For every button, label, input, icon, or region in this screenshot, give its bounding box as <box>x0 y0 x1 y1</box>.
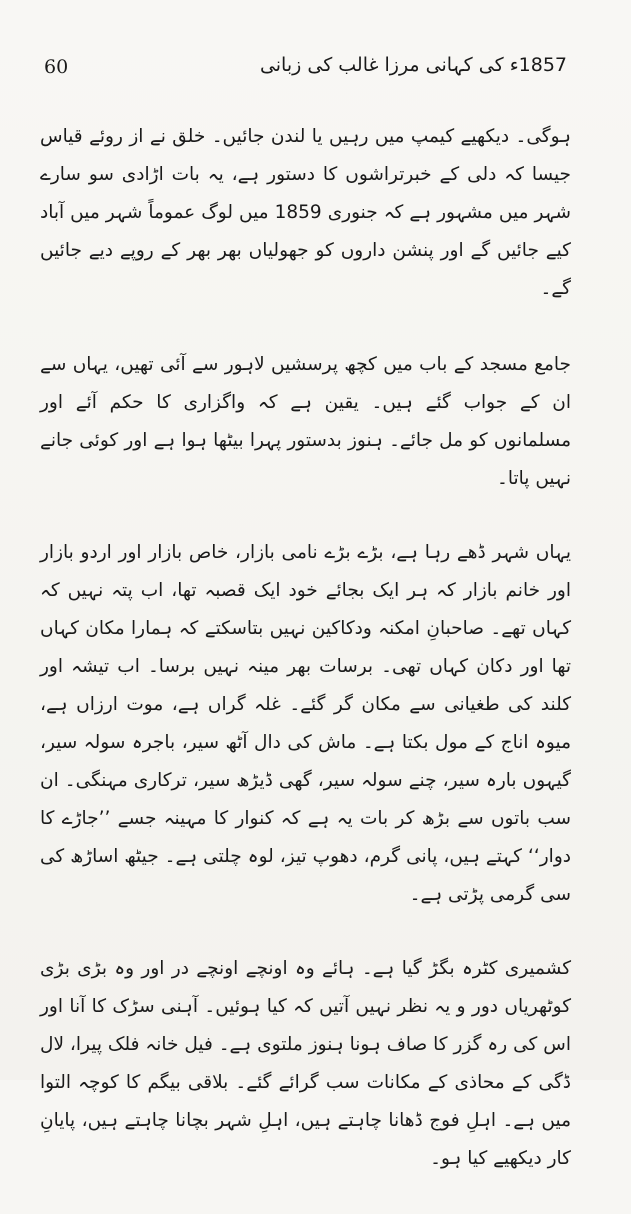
paragraph-1: ہوگی۔ دیکھیے کیمپ میں رہیں یا لندن جائیں۔ خلق نے از روئے قیاس جیسا کہ دلی کے خبرتراشوں کا دستور ہے، یہ بات اڑادی سو سارے شہر میں مشہور ہے کہ جنوری 1859 میں لوگ عموماً شہر میں آباد کیے جائیں گے اور پنشن داروں کو جھولیاں بھر بھر کے روپے دیے جائیں گے۔ <box>40 126 572 299</box>
paragraph-2: جامع مسجد کے باب میں کچھ پرسشیں لاہور سے آئی تھیں، یہاں سے ان کے جواب گئے ہیں۔ یقین ہے کہ واگزاری کا حکم آئے اور مسلمانوں کو مل جائے۔ ہنوز بدستور پہرا بیٹھا ہوا ہے اور کوئی جانے نہیں پاتا۔ <box>40 354 571 489</box>
paragraph-3: یہاں شہر ڈھے رہا ہے، بڑے بڑے نامی بازار، خاص بازار اور اردو بازار اور خانم بازار کہ ہر ایک بجائے خود ایک قصبہ تھا، اب پتہ نہیں کہ کہاں تھے۔ صاحبانِ امکنہ ودکاکین نہیں بتاسکتے کہ ہمارا مکان کہاں تھا اور دکان کہاں تھی۔ برسات بھر مینہ نہیں برسا۔ اب تیشہ اور کلند کی طغیانی سے مکان گر گئے۔ غلہ گراں ہے، موت ارزاں ہے، میوہ اناج کے مول بکتا ہے۔ ماش کی دال آٹھ سیر، باجرہ سولہ سیر، گیہوں بارہ سیر، چنے سولہ سیر، گھی ڈیڑھ سیر، ترکاری مہنگی۔ ان سب باتوں سے بڑھ کر بات یہ ہے کہ کنوار کا مہینہ جسے ’’جاڑے کا دوار‘‘ کہتے ہیں، پانی گرم، دھوپ تیز، لوہ چلتی ہے۔ جیٹھ اساڑھ کی سی گرمی پڑتی ہے۔ <box>40 542 571 905</box>
running-title: 1857ء کی کہانی مرزا غالب کی زبانی <box>259 54 567 76</box>
page-header <box>44 54 567 94</box>
paragraph-4: کشمیری کٹرہ بگڑ گیا ہے۔ ہائے وہ اونچے اونچے در اور وہ بڑی بڑی کوٹھریاں دور و یہ نظر نہیں آتیں کہ کیا ہوئیں۔ آہنی سڑک کا آنا اور اس کی رہ گزر کا صاف ہونا ہنوز ملتوی ہے۔ فیل خانہ فلک پیرا، لال ڈگی کے محاذی کے مکانات سب گرائے گئے۔ بلاقی بیگم کا کوچہ التوا میں ہے۔ اہلِ فوج ڈھانا چاہتے ہیں، اہلِ شہر بچانا چاہتے ہیں، پایانِ کار دیکھیے کیا ہو۔ <box>40 958 571 1169</box>
body-text <box>40 118 571 1214</box>
page-number: 60 <box>44 56 69 78</box>
